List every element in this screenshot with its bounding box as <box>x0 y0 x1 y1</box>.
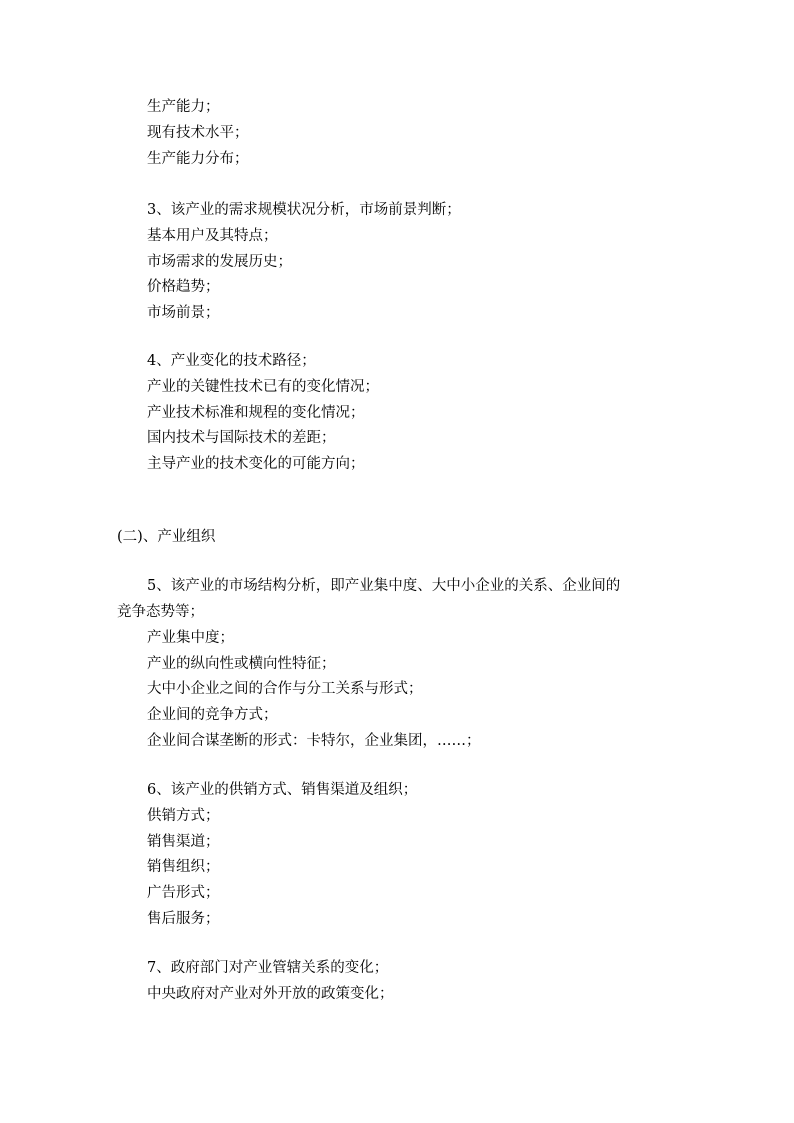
section-heading: 4、产业变化的技术路径； <box>147 353 316 369</box>
text-line: 大中小企业之间的合作与分工关系与形式； <box>147 681 423 697</box>
text-line: 供销方式； <box>147 808 220 824</box>
text-line: 生产能力； <box>147 99 220 115</box>
text-line: 基本用户及其特点； <box>147 228 278 244</box>
text-line: 价格趋势； <box>147 279 220 295</box>
text-line: 产业集中度； <box>147 630 234 646</box>
text-line: 中央政府对产业对外开放的政策变化； <box>147 986 394 1002</box>
text-line: 产业的关键性技术已有的变化情况； <box>147 379 379 395</box>
text-line: 销售渠道； <box>147 834 220 850</box>
section-heading: 7、政府部门对产业管辖关系的变化； <box>147 960 389 976</box>
text-line: 销售组织； <box>147 859 220 875</box>
text-line: 企业间的竞争方式； <box>147 707 278 723</box>
text-line: 产业的纵向性或横向性特征； <box>147 656 336 672</box>
chapter-heading: (二)、产业组织 <box>117 529 216 545</box>
section-heading: 5、该产业的市场结构分析，即产业集中度、大中小企业的关系、企业间的 <box>147 578 621 594</box>
section-heading: 3、该产业的需求规模状况分析，市场前景判断； <box>147 202 461 218</box>
text-line: 主导产业的技术变化的可能方向； <box>147 456 365 472</box>
text-line: 竞争态势等； <box>117 604 204 620</box>
section-heading: 6、该产业的供销方式、销售渠道及组织； <box>147 782 418 798</box>
text-line: 企业间合谋垄断的形式：卡特尔，企业集团，……； <box>147 733 481 749</box>
text-line: 市场前景； <box>147 305 220 321</box>
text-line: 现有技术水平； <box>147 125 249 141</box>
text-line: 售后服务； <box>147 911 220 927</box>
text-line: 市场需求的发展历史； <box>147 254 292 270</box>
text-line: 产业技术标准和规程的变化情况； <box>147 405 365 421</box>
text-line: 生产能力分布； <box>147 151 249 167</box>
text-line: 广告形式； <box>147 885 220 901</box>
text-line: 国内技术与国际技术的差距； <box>147 430 336 446</box>
